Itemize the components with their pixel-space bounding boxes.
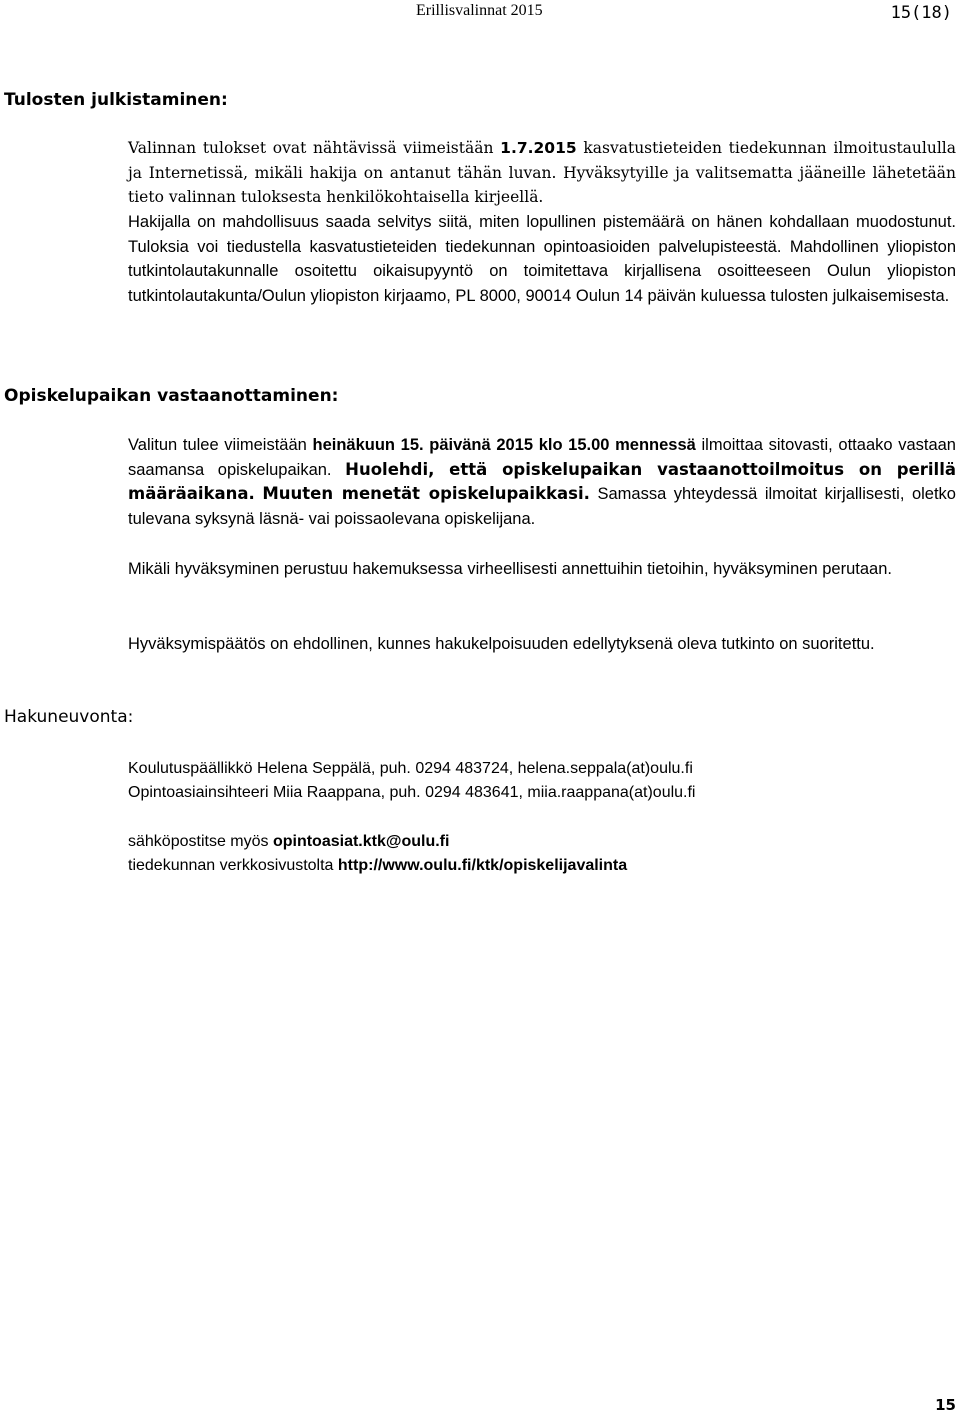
acceptance-paragraph-conditional: Hyväksymispäätös on ehdollinen, kunnes hakukelpoisuuden edellytyksenä oleva tutkinto on suoritettu. (128, 635, 875, 653)
results-text-continued: kasvatustieteiden tiedekunnan ilmoitustaululla ja Internetissä, mikäli hakija on antanut tähän luvan. Hyväksytyille ja valitsematta jääneille lähetetään tieto valinnan tuloksesta henkilökohtaisella kirjeellä. (128, 139, 956, 206)
acceptance-paragraph-deadline (128, 433, 956, 531)
acceptance-deadline-date: heinäkuun 15. päivänä 2015 klo 15. (312, 436, 592, 454)
acceptance-paragraph-error: Mikäli hyväksyminen perustuu hakemuksessa virheellisesti annettuihin tietoihin, hyväksyminen perutaan. (128, 560, 892, 578)
acceptance-text-3: Samassa yhteydessä ilmoitat kirjallisesti, oletko tulevana syksynä läsnä- vai poissaolevana opiskelijana. (128, 485, 956, 528)
email-label: sähköpostitse myös (128, 833, 273, 850)
header-document-title: Erillisvalinnat 2015 (416, 2, 543, 19)
acceptance-text-2: ilmoittaa sitovasti, ottaako vastaan saamansa opiskelupaikan. (128, 436, 956, 479)
footer-page-number: 15 (935, 1396, 956, 1414)
acceptance-reminder: Huolehdi, että opiskelupaikan vastaanottoilmoitus on perillä määräaikana. (128, 459, 957, 503)
section-heading-advice: Hakuneuvonta: (4, 707, 134, 727)
section-heading-acceptance: Opiskelupaikan vastaanottaminen: (4, 386, 339, 406)
web-line (128, 854, 627, 878)
acceptance-deadline-time: 00 mennessä (591, 436, 696, 454)
web-label: tiedekunnan verkkosivustolta (128, 857, 338, 874)
header-page-counter: 15(18) (890, 3, 952, 23)
results-date: 1.7.2015 (500, 139, 577, 157)
contact-line-helena: Koulutuspäällikkö Helena Seppälä, puh. 0294 483724, helena.seppala(at)oulu.fi (128, 760, 693, 777)
advice-contacts (128, 757, 695, 805)
web-link[interactable]: http://www.oulu.fi/ktk/opiskelijavalinta (337, 857, 628, 874)
email-line (128, 830, 627, 854)
email-link[interactable]: opintoasiat.ktk@oulu.fi (272, 833, 450, 850)
results-paragraph-publication (128, 136, 956, 210)
acceptance-text-1: Valitun tulee viimeistään (128, 436, 313, 454)
results-text-intro: Valinnan tulokset ovat nähtävissä viimeistään (128, 139, 501, 157)
advice-links (128, 830, 627, 878)
results-paragraph-inquiry: Hakijalla on mahdollisuus saada selvitys siitä, miten lopullinen pistemäärä on hänen kohdallaan muodostunut. Tuloksia voi tiedustella kasvatustieteiden tiedekunnan opintoasioiden palvelupisteestä. Mahdollinen yliopiston tutkintolautakunnalle osoitettu oikaisupyyntö on toimitettava kirjallisena osoitteeseen Oulun yliopiston tutkintolautakunta/Oulun yliopiston kirjaamo, PL 8000, 90014 Oulun 14 päivän kuluessa tulosten julkaisemisesta. (128, 213, 956, 305)
section-heading-results: Tulosten julkistaminen: (4, 90, 228, 110)
acceptance-warning: Muuten menetät opiskelupaikkasi. (262, 484, 590, 503)
contact-line-miia: Opintoasiainsihteeri Miia Raappana, puh. 0294 483641, miia.raappana(at)oulu.fi (128, 784, 696, 801)
